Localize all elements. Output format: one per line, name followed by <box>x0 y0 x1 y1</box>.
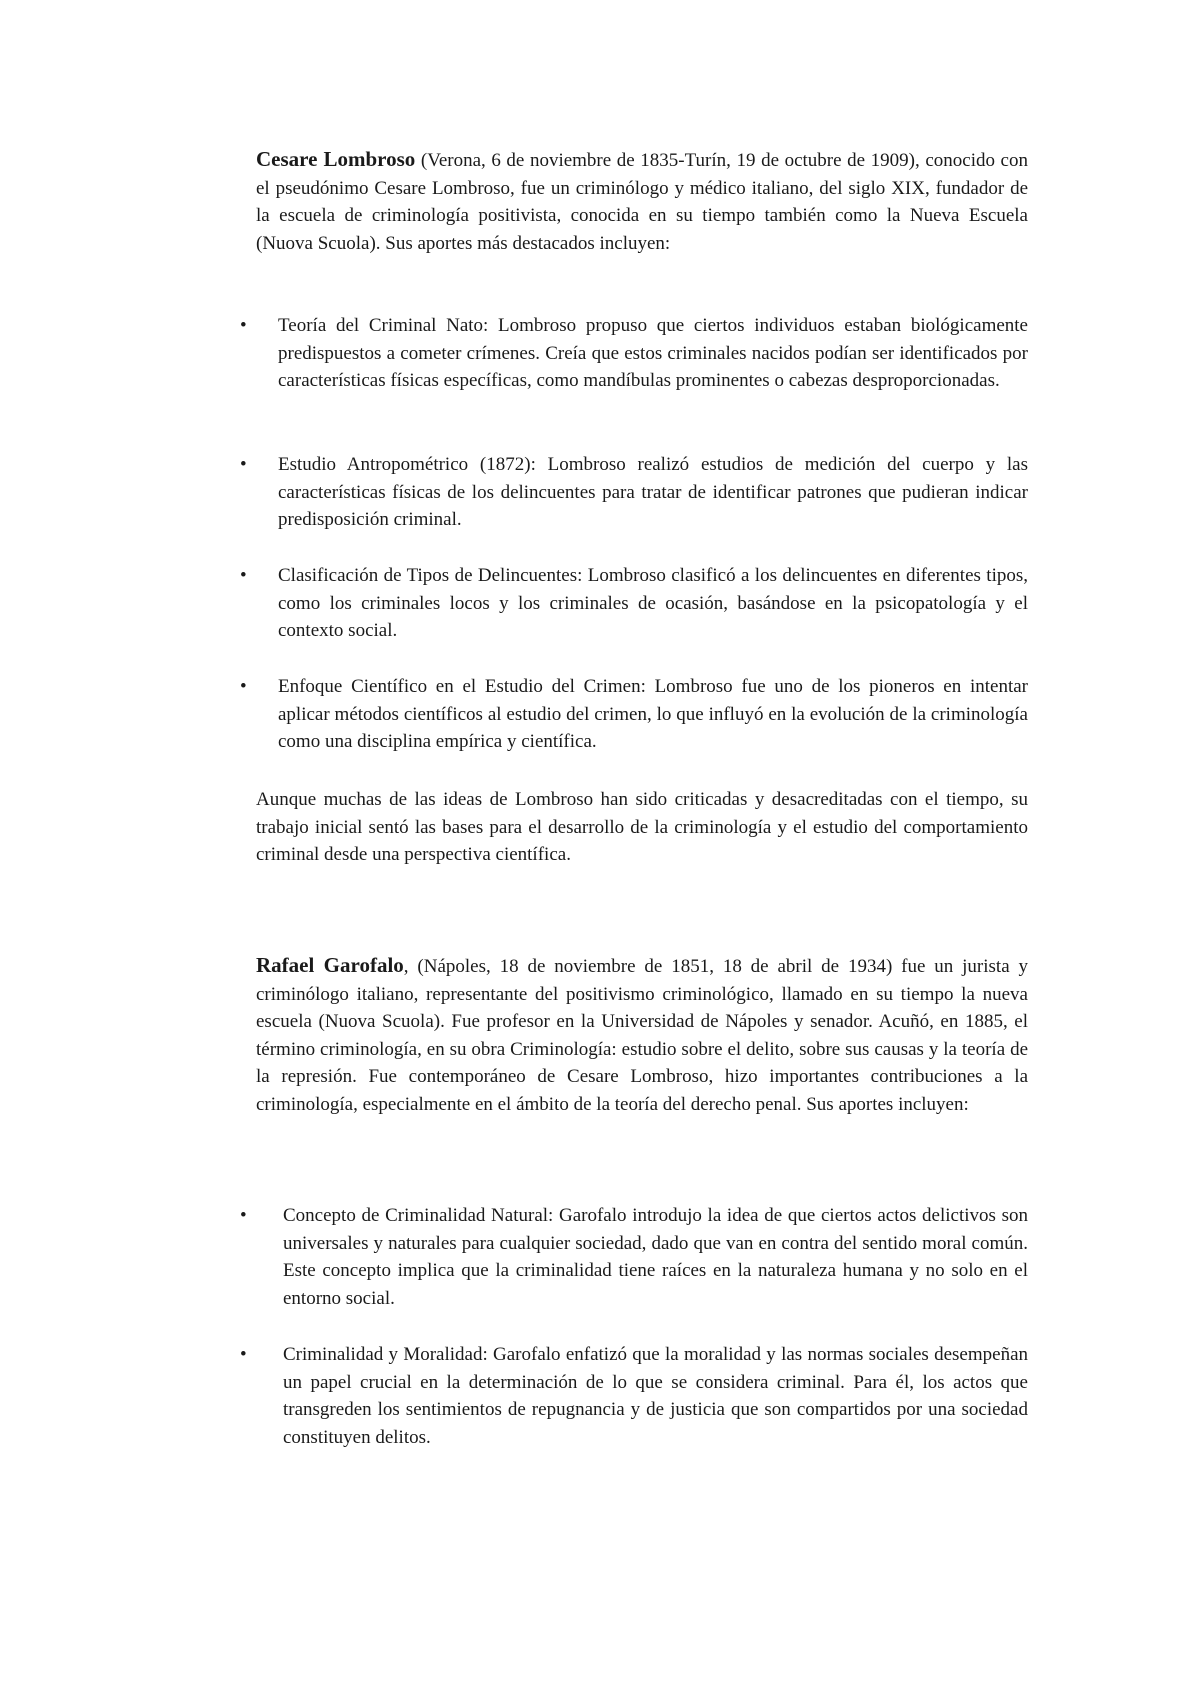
bullet-icon: • <box>240 1205 247 1226</box>
garofalo-bullet-1: Concepto de Criminalidad Natural: Garofalo introdujo la idea de que ciertos actos delictivos son universales y naturales para cualquier sociedad, dado que van en contra del sentido moral común. Este concepto implica que la criminalidad tiene raíces en la naturaleza humana y no solo en el entorno social. <box>283 1205 1028 1309</box>
list-item <box>240 451 1028 534</box>
lombroso-bullet-3: Clasificación de Tipos de Delincuentes: Lombroso clasificó a los delincuentes en diferentes tipos, como los criminales locos y los criminales de ocasión, basándose en la psicopatología y el contexto social. <box>278 565 1028 642</box>
list-item <box>240 1341 1028 1451</box>
garofalo-name: Rafael Garofalo <box>256 953 404 977</box>
lombroso-intro-paragraph <box>256 146 1028 257</box>
garofalo-intro-text: , (Nápoles, 18 de noviembre de 1851, 18 de abril de 1934) fue un jurista y criminólogo italiano, representante del positivismo criminológico, llamado en su tiempo la nueva escuela (Nuova Scuola). Fue profesor en la Universidad de Nápoles y senador. Acuñó, en 1885, el término criminología, en su obra Criminología: estudio sobre el delito, sobre sus causas y la teoría de la represión. Fue contemporáneo de Cesare Lombroso, hizo importantes contribuciones a la criminología, especialmente en el ámbito de la teoría del derecho penal. Sus aportes incluyen: <box>256 956 1029 1115</box>
bullet-icon: • <box>240 315 247 336</box>
list-item <box>240 673 1028 756</box>
lombroso-name: Cesare Lombroso <box>256 147 416 171</box>
bullet-icon: • <box>240 676 247 697</box>
lombroso-bullet-2: Estudio Antropométrico (1872): Lombroso realizó estudios de medición del cuerpo y las características físicas de los delincuentes para tratar de identificar patrones que pudieran indicar predisposición criminal. <box>278 454 1028 531</box>
list-item <box>240 312 1028 395</box>
bullet-icon: • <box>240 1344 247 1365</box>
list-item <box>240 562 1028 645</box>
lombroso-closing-paragraph: Aunque muchas de las ideas de Lombroso han sido criticadas y desacreditadas con el tiempo, su trabajo inicial sentó las bases para el desarrollo de la criminología y el estudio del comportamiento criminal desde una perspectiva científica. <box>256 789 1028 866</box>
bullet-icon: • <box>240 565 247 586</box>
bullet-icon: • <box>240 454 247 475</box>
garofalo-intro-paragraph <box>256 952 1028 1119</box>
list-item <box>240 1202 1028 1312</box>
lombroso-bullet-4: Enfoque Científico en el Estudio del Crimen: Lombroso fue uno de los pioneros en intentar aplicar métodos científicos al estudio del crimen, lo que influyó en la evolución de la criminología como una disciplina empírica y científica. <box>278 676 1028 753</box>
lombroso-bullet-1: Teoría del Criminal Nato: Lombroso propuso que ciertos individuos estaban biológicamente predispuestos a cometer crímenes. Creía que estos criminales nacidos podían ser identificados por características físicas específicas, como mandíbulas prominentes o cabezas desproporcionadas. <box>278 315 1028 392</box>
garofalo-bullet-2: Criminalidad y Moralidad: Garofalo enfatizó que la moralidad y las normas sociales desempeñan un papel crucial en la determinación de lo que se considera criminal. Para él, los actos que transgreden los sentimientos de repugnancia y de justicia que son compartidos por una sociedad constituyen delitos. <box>283 1344 1028 1448</box>
lombroso-intro-text: (Verona, 6 de noviembre de 1835-Turín, 19 de octubre de 1909), conocido con el pseudónimo Cesare Lombroso, fue un criminólogo y médico italiano, del siglo XIX, fundador de la escuela de criminología positivista, conocida en su tiempo también como la Nueva Escuela (Nuova Scuola). Sus aportes más destacados incluyen: <box>256 150 1028 254</box>
